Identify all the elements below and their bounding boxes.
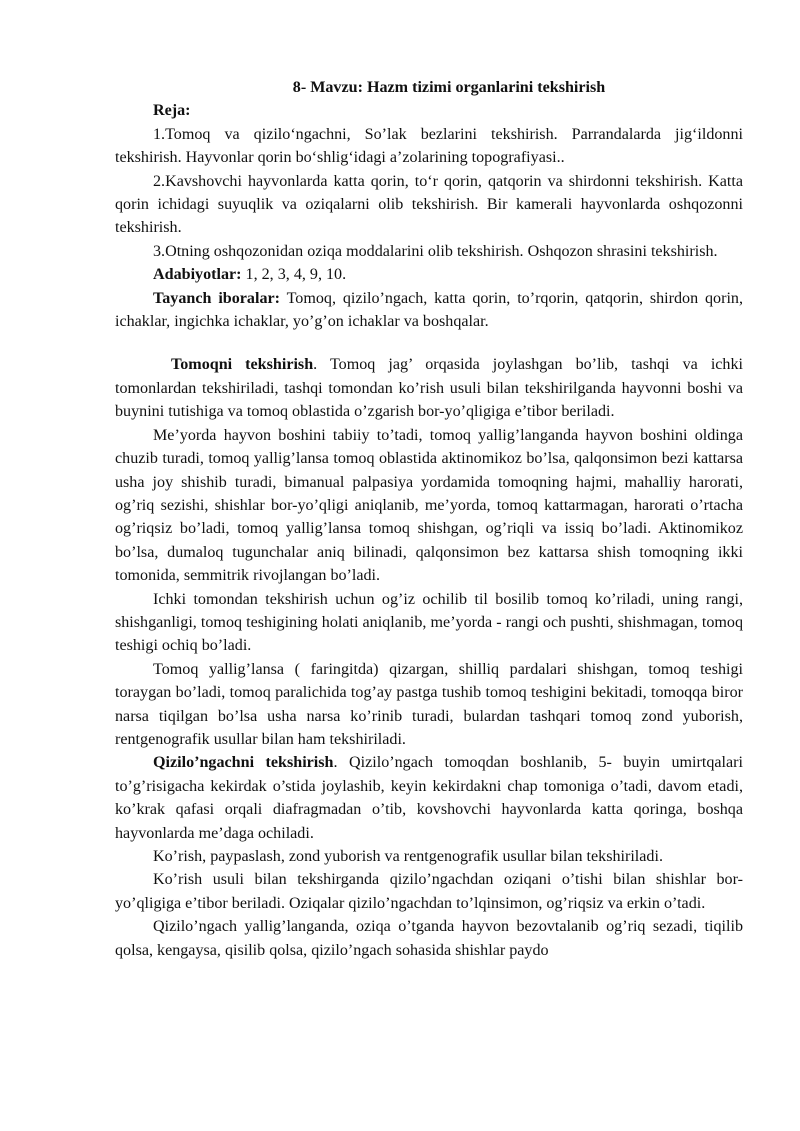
throat-paragraph-3: Ichki tomondan tekshirish uchun og’iz ochilib til bosilib tomoq ko’riladi, uning rangi, shishganligi, tomoq teshigining holati aniqlanib, me’yorda - rangi och pushti, shishmagan, tomoq teshigi ochiq bo’ladi. xyxy=(115,590,743,655)
plan-heading xyxy=(115,99,743,122)
esophagus-paragraph-4: Qizilo’ngach yallig’langanda, oziqa o’tganda hayvon bezovtalanib og’riq sezadi, tiqilib qolsa, kengaysa, qisilib qolsa, qizilo’ngach sohasida shishlar paydo xyxy=(115,918,743,959)
keywords-text: Tomoq, qizilo’ngach, katta qorin, to’rqorin, qatqorin, shirdon qorin, ichaklar, ingichka ichaklar, yo’g’on ichaklar va boshqalar. xyxy=(115,289,743,331)
plan-label: Reja: xyxy=(153,102,191,120)
literature-label: Adabiyotlar: xyxy=(153,266,242,284)
plan-item-3: 3.Otning oshqozonidan oziqa moddalarini olib tekshirish. Oshqozon shrasini tekshirish. xyxy=(153,242,718,260)
esophagus-paragraph-2: Ko’rish, paypaslash, zond yuborish va rentgenografik usullar bilan tekshiriladi. xyxy=(153,848,663,865)
throat-paragraph-4: Tomoq yallig’lansa ( faringitda) qizargan, shilliq pardalari shishgan, tomoq teshigi toraygan bo’ladi, tomoq paralichida tog’ay pastga tushib tomoq teshigini bekitadi, tomoqqa biror narsa tiqilgan bo’lsa usha narsa ko’rinib turadi, bulardan tashqari tomoq zond yuborish, rentgenografik usullar bilan ham tekshiriladi. xyxy=(115,660,743,748)
keywords-label: Tayanch iboralar: xyxy=(153,289,280,307)
throat-text-1: . Tomoq jag’ orqasida joylashgan bo’lib, tashqi va ichki tomonlardan tekshiriladi, tashqi tomondan ko’rish usuli bilan tekshirilganda hayvonni boshi va buynini tutishiga va tomoq oblastida o’zgarish bor-yo’qligiga e’tibor beriladi. xyxy=(115,356,744,421)
plan-item-2: 2.Kavshovchi hayvonlarda katta qorin, to‘r qorin, qatqorin va shirdonni tekshirish. Katta qorin ichidagi suyuqlik va oziqalarni olib tekshirish. Bir kamerali hayvonlarda oshqozonni tekshirish. xyxy=(115,172,743,237)
esophagus-paragraph-1 xyxy=(115,751,743,845)
literature-text: 1, 2, 3, 4, 9, 10. xyxy=(241,266,347,284)
throat-paragraph-1 xyxy=(115,353,743,423)
page-title: 8- Mavzu: Hazm tizimi organlarini tekshirish xyxy=(292,79,606,96)
esophagus-text-1: . Qizilo’ngach tomoqdan boshlanib, 5- buyin umirtqalari to’g’risigacha kekirdak o’stida joylashib, keyin kekirdakni chap tomoniga o’tadi, davom etadi, ko’krak qafasi orqali diafragmadan o’tib, kovshovchi hayvonlarda katta qoringa, boshqa hayvonlarda me’daga ochiladi. xyxy=(115,754,743,842)
esophagus-paragraph-3: Ko’rish usuli bilan tekshirganda qizilo’ngachdan oziqani o’tishi bilan shishlar bor-yo’qligiga e’tibor beriladi. Oziqalar qizilo’ngachdan to’lqinsimon, og’riqsiz va erkin o’tadi. xyxy=(115,871,743,912)
plan-item-1: 1.Tomoq va qizilo‘ngachni, So’lak bezlarini tekshirish. Parrandalarda jig‘ildonni tekshirish. Hayvonlar qorin bo‘shlig‘idagi a’zolarining topografiyasi.. xyxy=(115,125,743,167)
keywords-paragraph xyxy=(115,287,743,334)
section-spacer xyxy=(115,333,743,353)
esophagus-heading: Qizilo’ngachni tekshirish xyxy=(153,754,334,772)
literature-line xyxy=(115,263,743,286)
throat-paragraph-2: Me’yorda hayvon boshini tabiiy to’tadi, tomoq yallig’langanda hayvon boshini oldinga chuzib turadi, tomoq yallig’lansa tomoq oblastida aktinomikoz bo’lsa, qalqonsimon bezi kattarsa usha joy shishib turadi, bimanual palpasiya yordamida tomoqning hajmi, mahalliy harorati, og’riq sezishi, shishlar bor-yo’qligi aniqlanib, me’yorda, tomoq kattarmagan, harorati o’rtacha og’riqsiz bo’ladi, tomoq yallig’lansa tomoq shishgan, og’riqli va issiq bo’ladi. Aktinomikoz bo’lsa, dumaloq tugunchalar aniq bilinadi, qalqonsimon bez kattarsa shish tomoqning ikki tomonida, semmitrik rivojlangan bo’ladi. xyxy=(115,426,743,585)
throat-heading: Tomoqni tekshirish xyxy=(171,356,314,374)
